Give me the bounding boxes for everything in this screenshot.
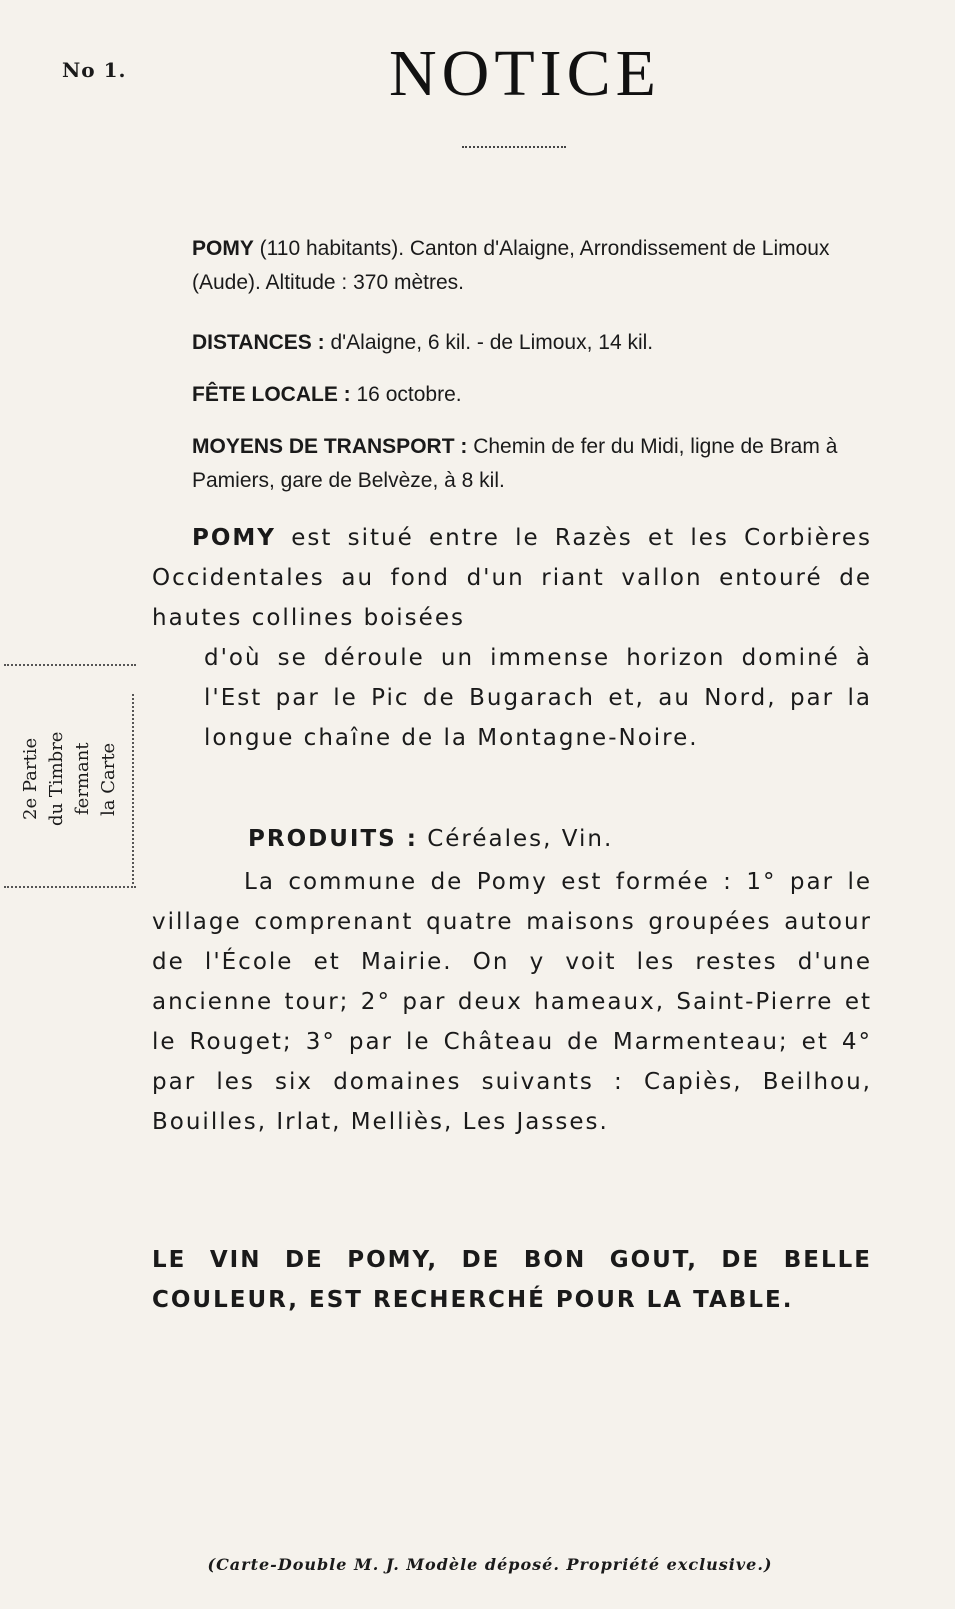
description-text-1: est situé entre le Razès et les Corbières Occidentales au fond d'un riant vallon entouré de hautes collines boisées [152, 525, 872, 631]
description-lead: POMY [192, 525, 276, 551]
fete-paragraph [192, 378, 872, 412]
stamp-line-1: 2e Partie [20, 737, 41, 821]
transport-label: MOYENS DE TRANSPORT : [192, 435, 468, 458]
town-name: POMY [192, 237, 254, 260]
description-paragraph-2 [204, 638, 872, 758]
fete-label: FÊTE LOCALE : [192, 383, 351, 406]
stamp-line-4: la Carte [98, 742, 119, 816]
location-text: (110 habitants). Canton d'Alaigne, Arrondissement de Limoux (Aude). Altitude : 370 mètres. [192, 237, 830, 294]
produits-label: PRODUITS : [248, 826, 418, 852]
transport-value: Chemin de fer du Midi, ligne de Bram à Pamiers, gare de Belvèze, à 8 kil. [192, 435, 838, 492]
title-divider [462, 146, 566, 148]
transport-paragraph [192, 430, 872, 497]
commune-paragraph: La commune de Pomy est formée : 1° par le village comprenant quatre maisons groupées autour de l'École et Mairie. On y voit les restes d'une ancienne tour; 2° par deux hameaux, Saint-Pierre et le Rouget; 3° par le Château de Marmenteau; et 4° par les six domaines suivants : Capiès, Beilhou, Bouilles, Irlat, Melliès, Les Jasses. [152, 869, 872, 1135]
stamp-border-top [4, 664, 136, 666]
stamp-border-bottom [4, 886, 136, 888]
distances-label: DISTANCES : [192, 331, 325, 354]
description-text-2: d'où se déroule un immense horizon dominé à l'Est par le Pic de Bugarach et, au Nord, par la longue chaîne de la Montagne-Noire. [204, 645, 872, 751]
produits-line [248, 826, 613, 852]
produits-value: Céréales, Vin. [417, 826, 614, 852]
distances-paragraph [192, 326, 872, 360]
card-number: No 1. [62, 58, 127, 82]
description-paragraph-1 [152, 518, 872, 638]
distances-value: d'Alaigne, 6 kil. - de Limoux, 14 kil. [324, 331, 654, 354]
page-title: NOTICE [389, 37, 661, 110]
stamp-line-2: du Timbre [46, 731, 67, 827]
stamp-area [10, 694, 130, 864]
stamp-border-side [132, 694, 134, 884]
fete-value: 16 octobre. [350, 383, 462, 406]
footer-copyright: (Carte-Double M. J. Modèle déposé. Propriété exclusive.) [207, 1555, 773, 1574]
stamp-line-3: fermant [72, 742, 93, 816]
location-paragraph [192, 232, 872, 299]
conclusion-paragraph: LE VIN DE POMY, DE BON GOUT, DE BELLE COULEUR, EST RECHERCHÉ POUR LA TABLE. [152, 1247, 872, 1313]
